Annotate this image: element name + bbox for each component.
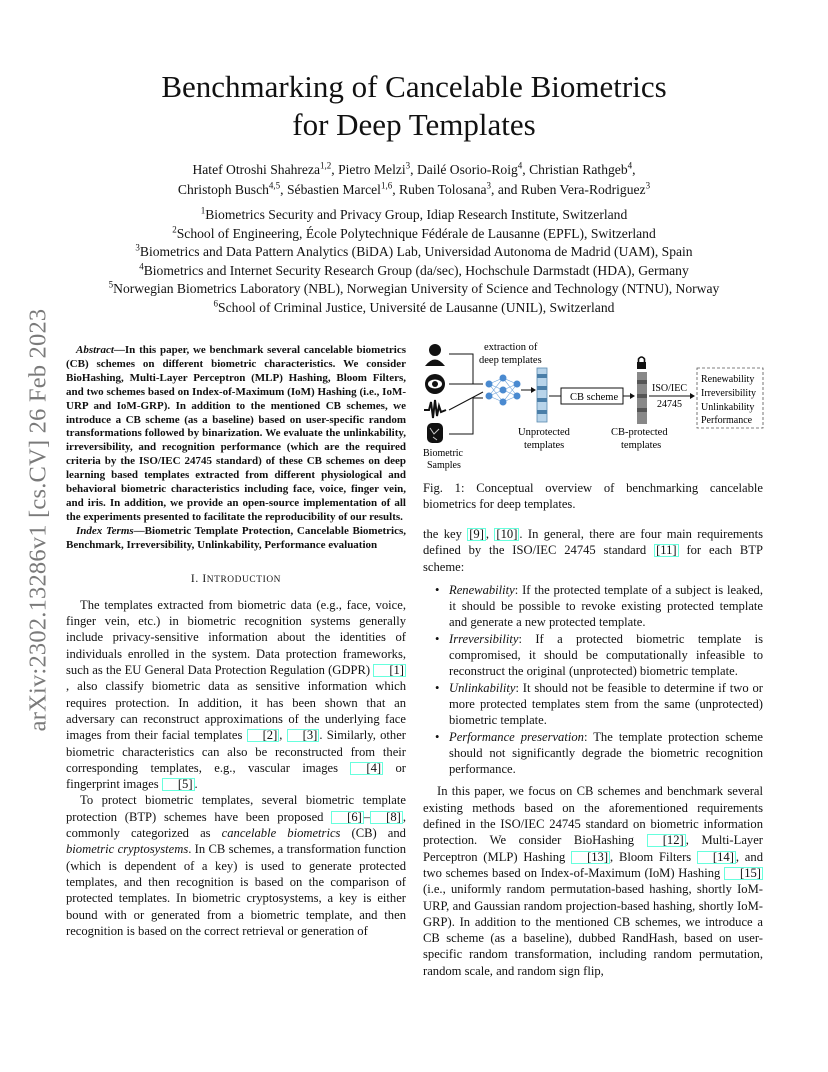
continued-paragraph: the key [9] , [10] . In general, there are four main requirements defined by the ISO/IEC 24745 standard [11] for each BTP scheme: bbox=[423, 527, 763, 574]
unprotected-label-line-1: Unprotected bbox=[518, 427, 570, 438]
cb-scheme-label: CB scheme bbox=[570, 392, 619, 403]
samples-label-line-1: Biometric bbox=[423, 448, 463, 459]
affiliation-text: Biometrics Security and Privacy Group, Idiap Research Institute, Switzerland bbox=[205, 207, 628, 222]
affiliation-number: 1 bbox=[200, 205, 206, 216]
abstract-paragraph bbox=[66, 344, 406, 525]
affiliation-text: Biometrics and Internet Security Research Group (da/sec), Hochschule Darmstadt (HDA), Germany bbox=[143, 262, 689, 278]
citation-link[interactable]: [6] bbox=[331, 811, 364, 824]
intro-paragraph-2: To protect biometric templates, several biometric template protection (BTP) schemes have been proposed [6] – [8] , commonly categorized as cancelable biometrics (CB) and biometric cryptosystems. In CB schemes, a transformation function (which is dependent of a key) is used to generate protected templates, and then recognition is based on the comparison of protected templates. In biometric cryptosystems, a key is either bound with or generated from a biometric template, and then recognition is based on the correct retrieval or generation of bbox=[66, 793, 406, 938]
criterion-performance: Performance bbox=[701, 415, 753, 426]
author-name: Ruben Vera-Rodriguez bbox=[520, 182, 646, 197]
affiliation bbox=[60, 225, 768, 244]
extraction-label-line-2: deep templates bbox=[479, 355, 542, 366]
criterion-irreversibility: Irreversibility bbox=[701, 388, 756, 399]
citation-link[interactable]: [8] bbox=[370, 811, 403, 824]
intro-paragraph-1: The templates extracted from biometric data (e.g., face, voice, finger vein, etc.) in biometric recognition systems generally include privacy-sensitive information about the identities of individuals enrolled in the system. Data protection frameworks, such as the EU General Data Protection Regulation (GDPR) [1], also classify biometric data as sensitive information which requires protection. In addition, it has been shown that an adversary can reconstruct approximations of the underlying face images from their facial templates [2] , [3] . Similarly, other biometric characteristics can also be reconstructed from their corresponding templates, e.g., vascular images [4] or fingerprint images [5] . bbox=[66, 597, 407, 792]
affiliation bbox=[60, 299, 768, 318]
list-item: • Performance preservation: The template protection scheme should not significantly degrade the biometric recognition performance. bbox=[423, 729, 763, 778]
iso-label-line-2: 24745 bbox=[657, 399, 682, 410]
requirements-list bbox=[423, 582, 763, 778]
author-name: Pietro Melzi bbox=[338, 162, 406, 177]
citation-link[interactable]: [1] bbox=[373, 664, 406, 677]
author-name: Dailé Osorio-Roig bbox=[416, 162, 518, 177]
figure-1 bbox=[421, 340, 767, 475]
author-affil-sup: 4 bbox=[627, 160, 633, 171]
citation-link[interactable]: [2] bbox=[247, 729, 280, 742]
author-separator: , bbox=[632, 162, 636, 177]
citation-link[interactable]: [15] bbox=[724, 867, 763, 880]
focus-paragraph: In this paper, we focus on CB schemes and benchmark several existing methods based on the aforementioned requirements defined in the ISO/IEC 24745 standard on biometric information protection. We consider BioHashing [12] , Multi-Layer Perceptron (MLP) Hashing [13] , Bloom Filters [14] , and two schemes based on Index-of-Maximum (IoM) Hashing [15] (i.e., uniformly random permutation-based hashing, shortly IoM-URP, and Gaussian random projection-based hashing, shortly IoM-GRP). In addition to the mentioned CB schemes, we introduce a CB scheme (as a baseline), dubbed RandHash, based on user-specific random transformation, including random permutation, random scale, and random sign flip, bbox=[423, 784, 763, 978]
unprotected-template-vector bbox=[537, 368, 547, 422]
affiliation bbox=[60, 262, 768, 281]
affiliation bbox=[60, 206, 768, 225]
voice-waveform-icon bbox=[424, 400, 446, 418]
affiliation-list bbox=[60, 206, 768, 317]
abstract bbox=[66, 344, 406, 553]
finger-vein-icon bbox=[427, 423, 443, 443]
affiliation bbox=[60, 280, 768, 299]
author-separator: , bbox=[280, 182, 287, 197]
author-name: Christian Rathgeb bbox=[529, 162, 628, 177]
author-separator: , bbox=[410, 162, 417, 177]
author-name: Ruben Tolosana bbox=[399, 182, 487, 197]
citation-link[interactable]: [10] bbox=[496, 527, 518, 541]
citation-link[interactable]: [11] bbox=[656, 543, 677, 558]
extraction-label-line-1: extraction of bbox=[484, 342, 538, 353]
author-affil-sup: 1,6 bbox=[380, 180, 393, 191]
author-name: Christoph Busch bbox=[177, 182, 269, 197]
citation-link[interactable]: [14] bbox=[697, 851, 736, 864]
unprotected-label-line-2: templates bbox=[524, 440, 565, 451]
index-terms bbox=[66, 525, 406, 553]
citation-link[interactable]: [12] bbox=[647, 834, 686, 847]
author-affil-sup: 4 bbox=[517, 160, 523, 171]
section-heading bbox=[66, 571, 406, 588]
arxiv-side-stamp bbox=[6, 286, 70, 754]
affiliation bbox=[60, 243, 768, 262]
lock-icon bbox=[637, 357, 646, 369]
affiliation-number: 4 bbox=[139, 260, 144, 271]
arrow-head bbox=[531, 387, 536, 393]
section-title-initial: I bbox=[202, 572, 207, 585]
list-item: • Unlinkability: It should not be feasible to determine if two or more protected templates stem from the same (unprotected) biometric template. bbox=[423, 680, 763, 729]
affiliation-text: School of Criminal Justice, Université de Lausanne (UNIL), Switzerland bbox=[218, 299, 615, 315]
arrow-head bbox=[630, 393, 635, 399]
arxiv-stamp-text: arXiv:2302.13286v1 [cs.CV] 26 Feb 2023 bbox=[24, 308, 52, 732]
author-separator: , bbox=[331, 162, 339, 177]
paper-title bbox=[60, 68, 768, 144]
right-column bbox=[423, 526, 763, 979]
list-item: • Renewability: If the protected template of a subject is leaked, it should be possible to revoke existing protected template and generate a new protected template. bbox=[423, 582, 763, 631]
criterion-unlinkability: Unlinkability bbox=[701, 402, 755, 413]
citation-link[interactable]: [5] bbox=[162, 778, 195, 791]
author-affil-sup: 3 bbox=[405, 160, 411, 171]
affiliation-number: 3 bbox=[135, 242, 140, 253]
arrow-head bbox=[690, 393, 695, 399]
author-affil-sup: 1,2 bbox=[320, 160, 332, 171]
affiliation-text: Biometrics and Data Pattern Analytics (BiDA) Lab, Universidad Autonoma de Madrid (UAM), Spain bbox=[139, 244, 693, 259]
abstract-text: —In this paper, we benchmark several cancelable biometrics (CB) schemes on different biometric characteristics. We consider BioHashing, Multi-Layer Perceptron (MLP) Hashing, Bloom Filters, and two schemes based on Index-of-Maximum (IoM) Hashing (i.e., IoM-URP and IoM-GRP). In addition to the mentioned CB schemes, we introduce a CB scheme (as a baseline) based on user-specific random transformations followed by binarization. We evaluate the unlinkability, irreversibility, and recognition performance (which are the required criteria by the ISO/IEC 24745 standard) of these CB schemes on deep learning based templates extracted from different physiological and behavioral biometric characteristics including face, voice, finger vein, and iris. In addition, we provide an open-source implementation of all the experiments presented to facilitate the reproducibility of our results. bbox=[66, 344, 406, 523]
samples-label-line-2: Samples bbox=[427, 460, 461, 471]
neural-network-icon bbox=[486, 375, 521, 406]
citation-link[interactable]: [3] bbox=[287, 729, 320, 742]
author-name: Sébastien Marcel bbox=[286, 182, 381, 197]
iris-icon bbox=[425, 374, 445, 394]
title-line-1: Benchmarking of Cancelable Biometrics bbox=[161, 69, 667, 104]
index-terms-text: —Biometric Template Protection, Cancelable Biometrics, Benchmark, Irreversibility, Unlinkability, Performance evaluation bbox=[66, 524, 406, 551]
author-list bbox=[60, 160, 768, 200]
title-line-2: for Deep Templates bbox=[292, 107, 536, 142]
citation-link[interactable]: [9] bbox=[469, 527, 484, 541]
affiliation-text: School of Engineering, École Polytechnique Fédérale de Lausanne (EPFL), Switzerland bbox=[176, 225, 656, 241]
author-affil-sup: 4,5 bbox=[268, 180, 281, 191]
conceptual-overview-diagram bbox=[421, 340, 767, 475]
author-name: Hatef Otroshi Shahreza bbox=[192, 162, 321, 177]
affiliation-number: 2 bbox=[172, 223, 177, 234]
iso-label-line-1: ISO/IEC bbox=[652, 383, 687, 394]
author-affil-sup: 3 bbox=[645, 180, 651, 191]
protected-template-vector bbox=[637, 372, 647, 424]
protected-label-line-2: templates bbox=[621, 440, 662, 451]
author-affil-sup: 3 bbox=[486, 180, 492, 191]
author-line-1 bbox=[60, 160, 768, 180]
citation-link[interactable]: [13] bbox=[571, 851, 610, 864]
section-number: I. bbox=[190, 572, 199, 585]
criterion-renewability: Renewability bbox=[701, 374, 755, 385]
abstract-lead: Abstract bbox=[76, 344, 114, 356]
author-line-2 bbox=[60, 180, 768, 200]
affiliation-number: 5 bbox=[108, 279, 114, 290]
face-icon bbox=[425, 344, 445, 366]
index-terms-lead: Index Terms bbox=[76, 524, 134, 537]
input-arrows bbox=[449, 354, 483, 434]
figure-1-caption: Fig. 1: Conceptual overview of benchmarking cancelable biometrics for deep templates. bbox=[423, 481, 763, 512]
author-separator: , and bbox=[491, 182, 521, 197]
section-title-rest: NTRODUCTION bbox=[206, 574, 282, 585]
affiliation-text: Norwegian Biometrics Laboratory (NBL), Norwegian University of Science and Technology (NTNU), Norway bbox=[113, 281, 720, 296]
author-separator: , bbox=[522, 162, 530, 177]
citation-link[interactable]: [4] bbox=[350, 762, 383, 775]
affiliation-number: 6 bbox=[213, 297, 219, 308]
list-item: • Irreversibility: If a protected biometric template is compromised, it should be computationally infeasible to reconstruct the original (unprotected) biometric template. bbox=[423, 631, 763, 680]
protected-label-line-1: CB-protected bbox=[611, 427, 668, 438]
left-column bbox=[66, 344, 406, 939]
author-separator: , bbox=[392, 182, 400, 197]
